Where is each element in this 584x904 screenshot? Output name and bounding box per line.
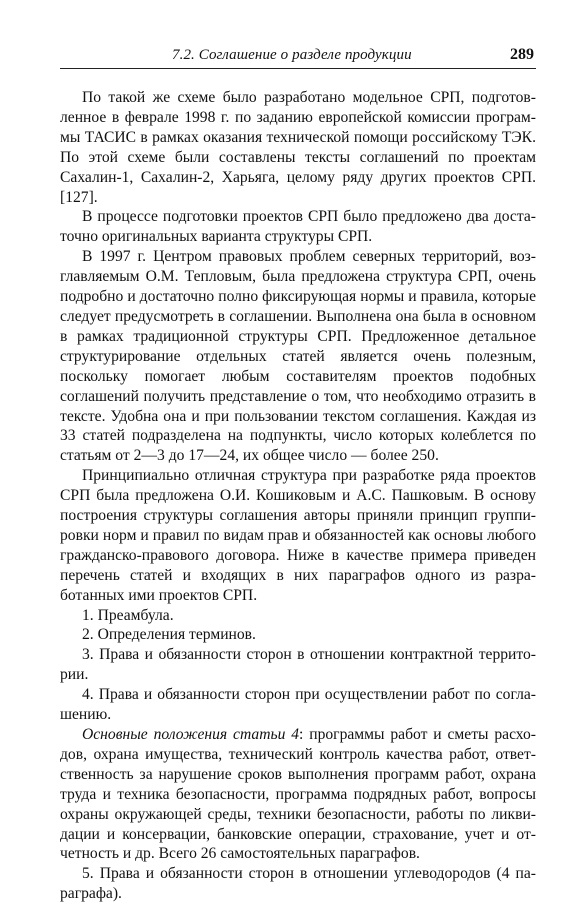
paragraph: Принципиально отличная структура при разработке ряда проектов СРП была предложена О.И. Кошиковым и А.С. Пашковым. В основу построения структуры соглашения авторы приняли принцип группировки норм и правил по видам прав и обязанностей как основы любого гражданско-правового договора. Ниже в качестве примера приведен перечень статей и входящих в них параграфов одного из разработанных ими проектов СРП. [60,467,536,604]
list-item: 5. Права и обязанности сторон в отношении углеводородов (4 параграфа). [60,865,536,903]
italic-lead: Основные положения статьи 4 [82,726,300,743]
paragraph: В 1997 г. Центром правовых проблем северных территорий, возглавляемым О.М. Тепловым, была предложена структура СРП, очень подробно и достаточно полно фиксирующая нормы и правила, которые следует предусмотреть в соглашении. Выполнена она была в основном в рамках традиционной структуры СРП. Предложенное детальное структурирование отдельных статей является очень полезным, поскольку помогает любым составителям проектов подобных соглашений получить представление о том, что необходимо отразить в тексте. Удобна она и при пользовании текстом соглашения. Каждая из 33 статей подразделена на подпункты, число которых колеблется по статьям от 2—3 до 17—24, их общее число — более 250. [60,248,536,465]
running-header [60,44,536,69]
paragraph-text: : программы работ и сметы расходов, охрана имущества, технический контроль качества работ, ответственность за нарушение сроков выполнения программ работ, охрана труда и техника безопасности, программа подрядных работ, вопросы охраны окружающей среды, техники безопасности, работы по ликвидации и консервации, банковские операции, страхование, учет и отчетность и др. Всего 26 самостоятельных параграфов. [60,726,536,863]
list-item: 2. Определения терминов. [82,626,256,644]
paragraph [60,725,536,864]
list-item: 4. Права и обязанности сторон при осуществлении работ по соглашению. [60,686,536,724]
paragraph: По такой же схеме было разработано модельное СРП, подготовленное в феврале 1998 г. по заданию европейской комиссии программы ТАСИС в рамках оказания технической помощи российскому ТЭК. По этой схеме были составлены тексты соглашений по проектам Сахалин-1, Сахалин-2, Харьяга, целому ряду других проектов СРП. [127]. [60,89,536,206]
list-item: 1. Преамбула. [82,606,174,624]
paragraph: В процессе подготовки проектов СРП было предложено два достаточно оригинальных варианта структуры СРП. [60,208,536,246]
list-item: 3. Права и обязанности сторон в отношении контрактной территории. [60,646,536,684]
page-number: 289 [510,46,534,63]
page-body [60,88,536,904]
section-title: 7.2. Соглашение о разделе продукции [172,47,412,63]
